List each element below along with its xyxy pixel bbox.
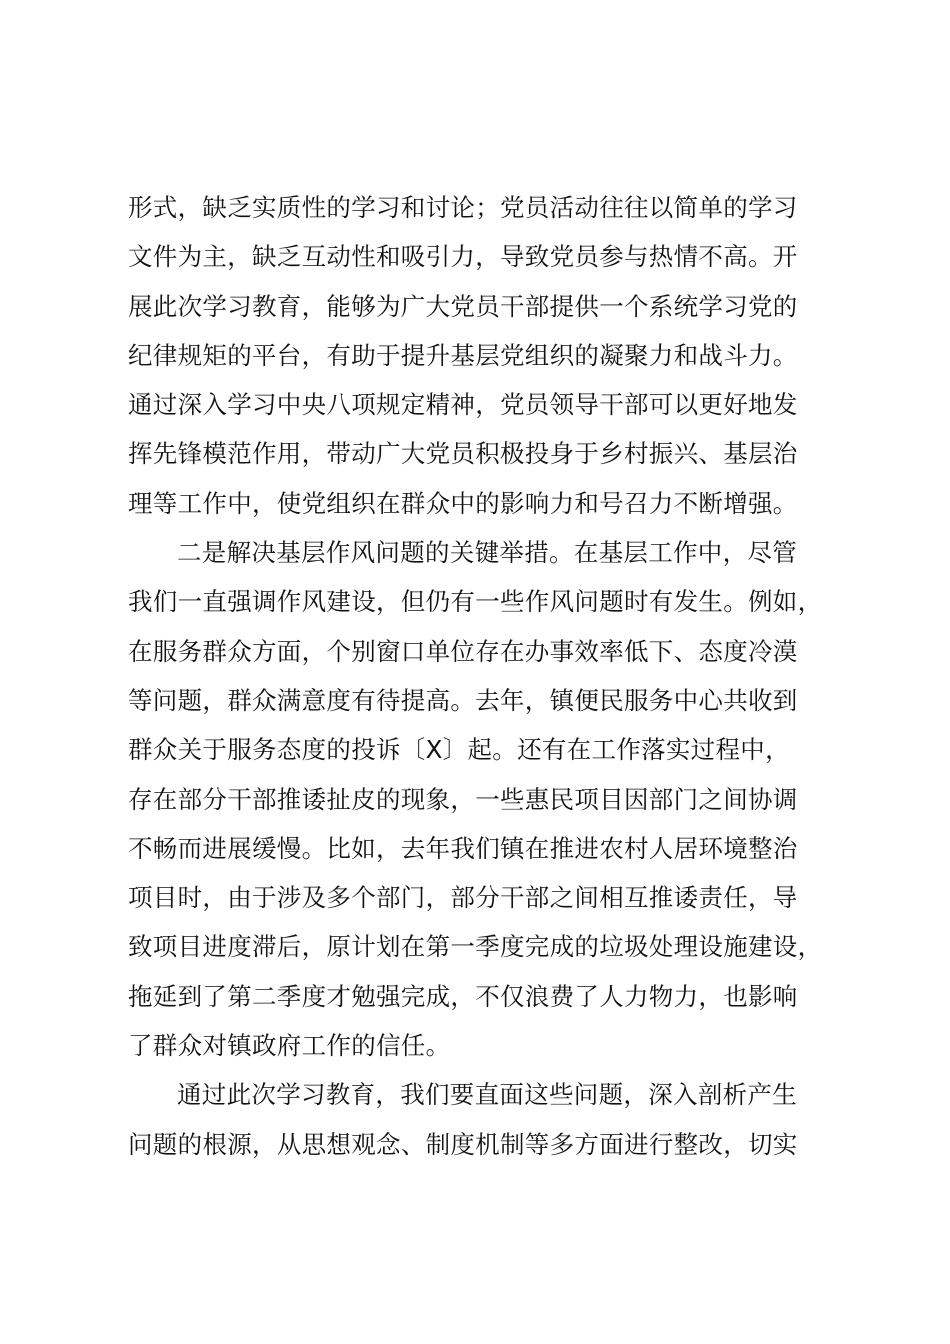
text-line: 不畅而进展缓慢。比如，去年我们镇在推进农村人居环境整治 xyxy=(128,833,798,863)
text-line: 通过此次学习教育，我们要直面这些问题，深入剖析产生 xyxy=(177,1080,797,1110)
text-line: 通过深入学习中央八项规定精神，党员领导干部可以更好地发 xyxy=(128,390,798,420)
text-line: 二是解决基层作风问题的关键举措。在基层工作中，尽管 xyxy=(177,538,797,568)
text-line: 问题的根源，从思想观念、制度机制等多方面进行整改，切实 xyxy=(128,1129,798,1159)
text-line: 我们一直强调作风建设，但仍有一些作风问题时有发生。例如， xyxy=(128,587,823,617)
text-line: 了群众对镇政府工作的信任。 xyxy=(128,1031,451,1061)
text-line: 项目时，由于涉及多个部门，部分干部之间相互推诿责任，导 xyxy=(128,883,798,913)
text-line: 群众关于服务态度的投诉〔X〕起。还有在工作落实过程中， xyxy=(128,735,790,765)
text-line: 拖延到了第二季度才勉强完成，不仅浪费了人力物力，也影响 xyxy=(128,981,798,1011)
text-line: 文件为主，缺乏互动性和吸引力，导致党员参与热情不高。开 xyxy=(128,242,798,272)
text-line: 等问题，群众满意度有待提高。去年，镇便民服务中心共收到 xyxy=(128,685,798,715)
text-line: 在服务群众方面，个别窗口单位存在办事效率低下、态度冷漠 xyxy=(128,636,798,666)
text-line: 纪律规矩的平台，有助于提升基层党组织的凝聚力和战斗力。 xyxy=(128,340,798,370)
paragraph-2 xyxy=(128,528,858,1070)
text-line: 致项目进度滞后，原计划在第一季度完成的垃圾处理设施建设， xyxy=(128,932,823,962)
text-line: 理等工作中，使党组织在群众中的影响力和号召力不断增强。 xyxy=(128,488,798,518)
paragraph-1 xyxy=(128,183,858,528)
text-line: 形式，缺乏实质性的学习和讨论；党员活动往往以简单的学习 xyxy=(128,193,798,222)
text-line: 挥先锋模范作用，带动广大党员积极投身于乡村振兴、基层治 xyxy=(128,439,798,469)
text-line: 展此次学习教育，能够为广大党员干部提供一个系统学习党的 xyxy=(128,291,798,321)
paragraph-3 xyxy=(128,1070,858,1169)
document-body xyxy=(128,183,858,1169)
text-line: 存在部分干部推诿扯皮的现象，一些惠民项目因部门之间协调 xyxy=(128,784,798,814)
